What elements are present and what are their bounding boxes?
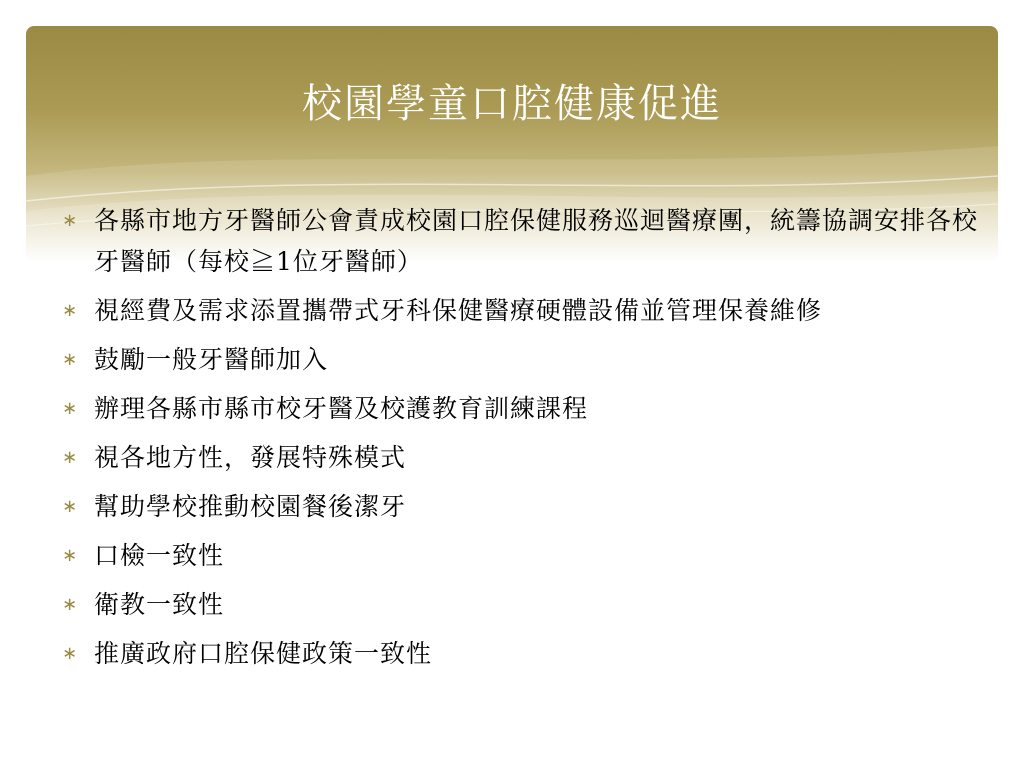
bullet-text: 推廣政府口腔保健政策一致性 (94, 639, 433, 668)
bullet-item (60, 486, 985, 527)
bullet-item (60, 437, 985, 478)
asterisk-bullet-icon: ∗ (62, 349, 79, 370)
asterisk-bullet-icon: ∗ (62, 496, 79, 517)
asterisk-bullet-icon: ∗ (62, 545, 79, 566)
bullet-item (60, 200, 985, 282)
bullet-item (60, 584, 985, 625)
bullet-item (60, 535, 985, 576)
asterisk-bullet-icon: ∗ (62, 300, 79, 321)
bullet-text: 鼓勵一般牙醫師加入 (94, 345, 329, 374)
bullet-item (60, 388, 985, 429)
bullet-item (60, 290, 985, 331)
bullet-list (60, 200, 985, 682)
asterisk-bullet-icon: ∗ (62, 643, 79, 664)
asterisk-bullet-icon: ∗ (62, 210, 79, 231)
bullet-text: 視經費及需求添置攜帶式牙科保健醫療硬體設備並管理保養維修 (94, 296, 823, 325)
bullet-text: 視各地方性，發展特殊模式 (94, 443, 407, 472)
bullet-text: 辦理各縣市縣市校牙醫及校護教育訓練課程 (94, 394, 589, 423)
asterisk-bullet-icon: ∗ (62, 447, 79, 468)
slide-title: 校園學童口腔健康促進 (302, 81, 722, 127)
asterisk-bullet-icon: ∗ (62, 398, 79, 419)
bullet-item (60, 633, 985, 674)
bullet-item (60, 339, 985, 380)
bullet-text: 衛教一致性 (94, 590, 225, 619)
bullet-text: 各縣市地方牙醫師公會責成校園口腔保健服務巡迴醫療團，統籌協調安排各校牙醫師（每校≧1位牙醫師） (94, 206, 979, 276)
bullet-text: 幫助學校推動校園餐後潔牙 (94, 492, 407, 521)
bullet-text: 口檢一致性 (94, 541, 225, 570)
asterisk-bullet-icon: ∗ (62, 594, 79, 615)
